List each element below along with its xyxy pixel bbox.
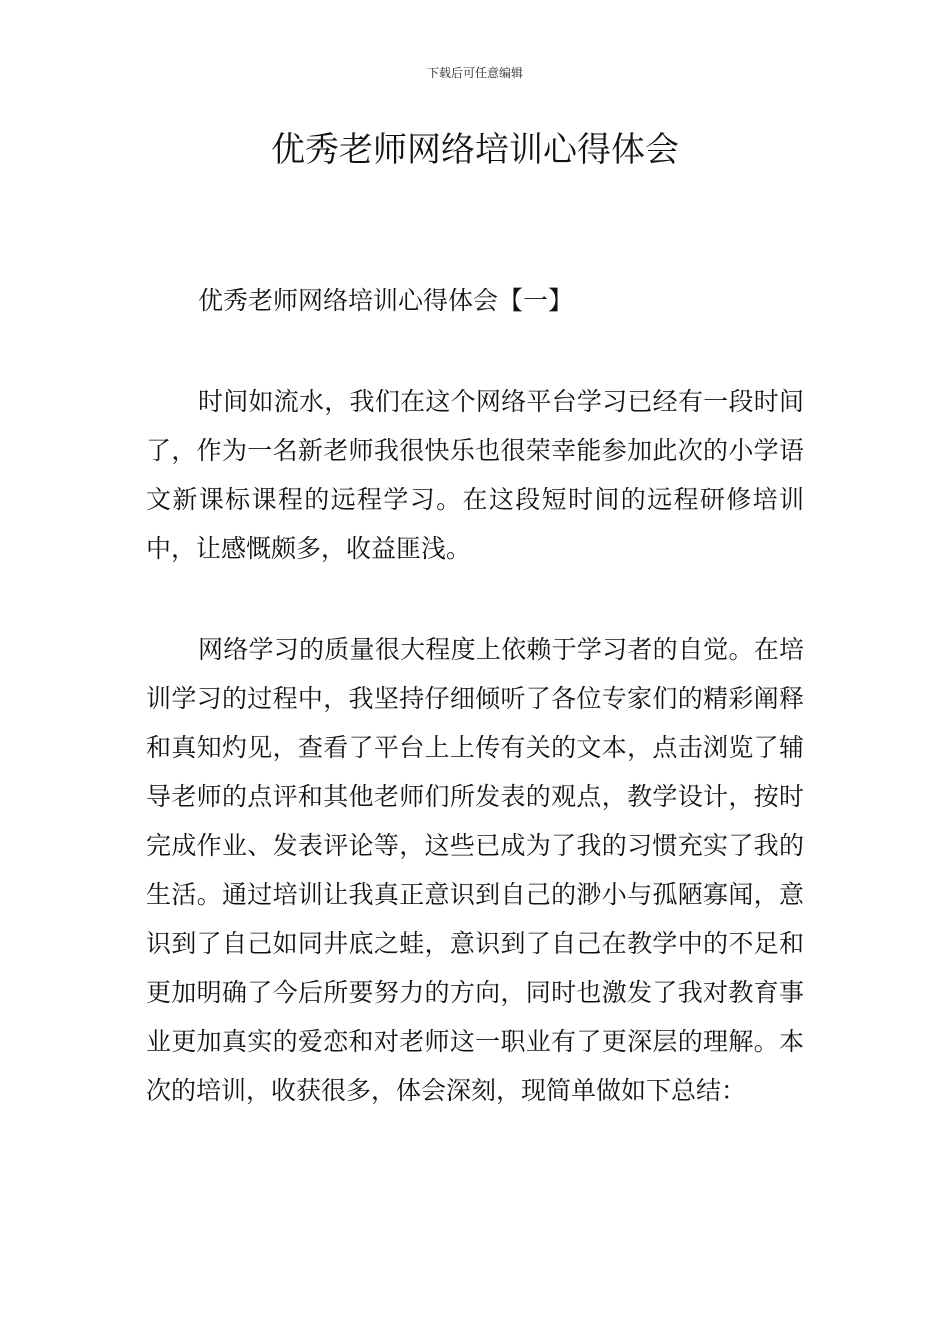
- section-heading: 优秀老师网络培训心得体会【一】: [198, 286, 574, 315]
- body-paragraph-2: 网络学习的质量很大程度上依赖于学习者的自觉。在培训学习的过程中，我坚持仔细倾听了各位专家们的精彩阐释和真知灼见，查看了平台上上传有关的文本，点击浏览了辅导老师的点评和其他老师们所发表的观点，教学设计，按时完成作业、发表评论等，这些已成为了我的习惯充实了我的生活。通过培训让我真正意识到自己的渺小与孤陋寡闻，意识到了自己如同井底之蛙，意识到了自己在教学中的不足和更加明确了今后所要努力的方向，同时也激发了我对教育事业更加真实的爱恋和对老师这一职业有了更深层的理解。本次的培训，收获很多，体会深刻，现简单做如下总结：: [146, 635, 804, 1105]
- download-note: 下载后可任意编辑: [426, 66, 523, 80]
- body-paragraph-1: 时间如流水，我们在这个网络平台学习已经有一段时间了，作为一名新老师我很快乐也很荣幸能参加此次的小学语文新课标课程的远程学习。在这段短时间的远程研修培训中，让感慨颇多，收益匪浅。: [146, 387, 804, 563]
- document-title: 优秀老师网络培训心得体会: [271, 130, 679, 170]
